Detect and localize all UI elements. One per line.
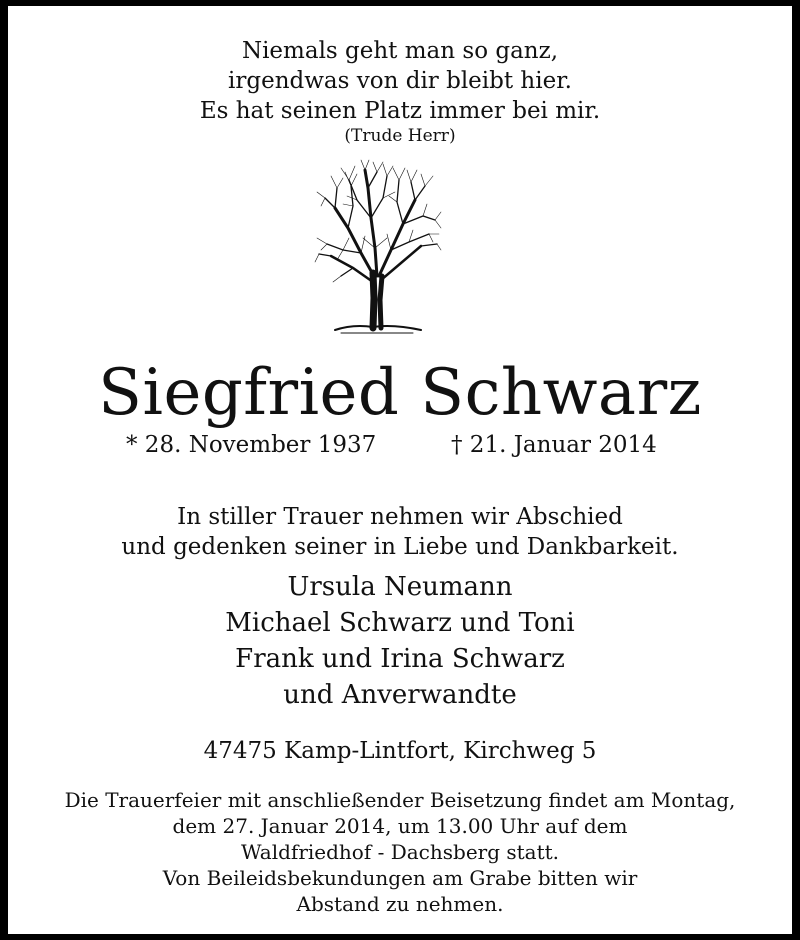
obituary-notice xyxy=(8,6,792,934)
funeral-notice-line: dem 27. Januar 2014, um 13.00 Uhr auf dem xyxy=(172,814,628,838)
poem-line: Niemals geht man so ganz, xyxy=(241,38,559,64)
mourning-line: und gedenken seiner in Liebe und Dankbarkeit. xyxy=(121,534,679,560)
deceased-name: Siegfried Schwarz xyxy=(98,356,702,430)
birth-date: * 28. November 1937 xyxy=(126,432,377,458)
life-dates xyxy=(8,432,792,462)
funeral-notice-line: Von Beileidsbekundungen am Grabe bitten wir xyxy=(162,866,638,890)
poem-line: Es hat seinen Platz immer bei mir. xyxy=(199,98,601,124)
family-name: Ursula Neumann xyxy=(287,572,513,602)
death-date: † 21. Januar 2014 xyxy=(451,432,657,458)
mourning-line: In stiller Trauer nehmen wir Abschied xyxy=(177,504,623,530)
poem-attribution: (Trude Herr) xyxy=(344,126,456,146)
funeral-notice-line: Die Trauerfeier mit anschließender Beisetzung findet am Montag, xyxy=(64,788,736,812)
family-name: Frank und Irina Schwarz xyxy=(235,644,565,674)
funeral-notice-line: Abstand zu nehmen. xyxy=(296,892,504,916)
funeral-notice-line: Waldfriedhof - Dachsberg statt. xyxy=(240,840,560,864)
family-name: und Anverwandte xyxy=(283,680,517,710)
poem-line: irgendwas von dir bleibt hier. xyxy=(228,68,572,94)
family-address: 47475 Kamp-Lintfort, Kirchweg 5 xyxy=(203,738,597,764)
bare-tree-icon xyxy=(313,158,443,336)
family-name: Michael Schwarz und Toni xyxy=(225,608,575,638)
